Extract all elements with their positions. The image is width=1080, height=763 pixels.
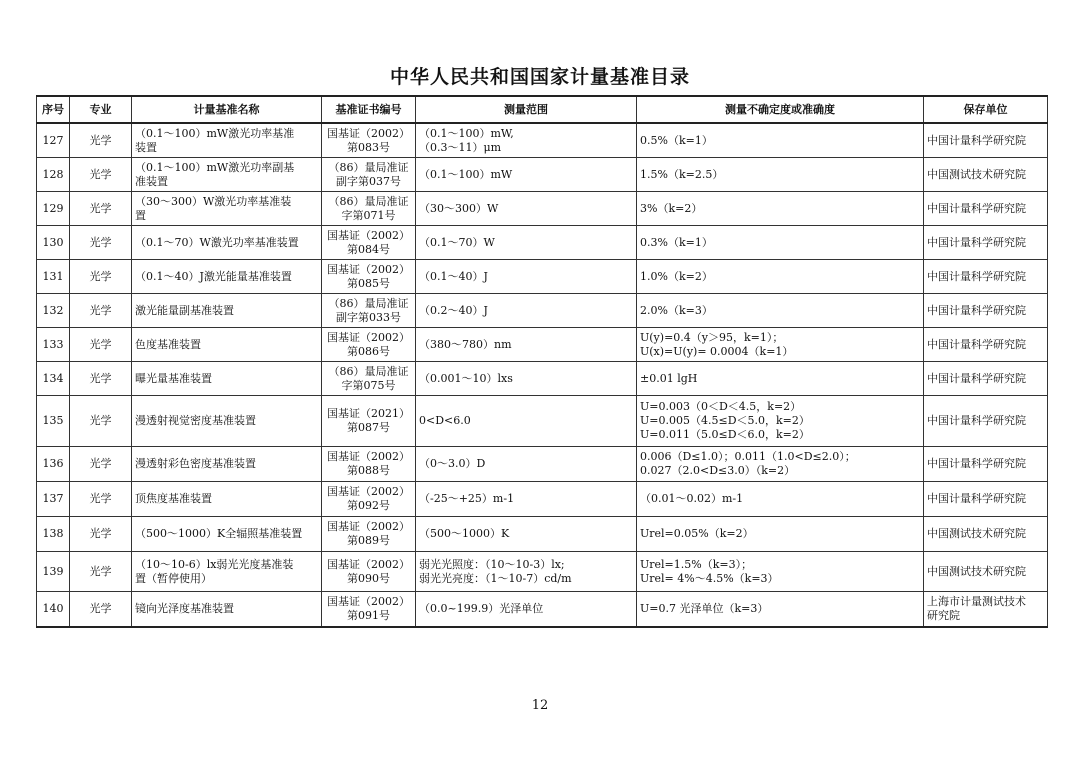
cell-cert-line: 国基证（2021） [327, 407, 410, 420]
cell-unit [924, 552, 1048, 592]
cell-name-line: （500～1000）K全辐照基准装置 [135, 527, 303, 540]
cell-unit-line: 中国计量科学研究院 [927, 337, 1026, 351]
cell-unit [924, 396, 1048, 447]
cell-uncertainty [637, 517, 924, 552]
cell-name-line: （30～300）W激光功率基准装 [135, 194, 292, 208]
cell-name [132, 592, 322, 628]
cell-range-line: （0.1～70）W [419, 235, 495, 249]
cell-name-line: 漫透射彩色密度基准装置 [135, 457, 256, 470]
cell-unit [924, 260, 1048, 294]
table-row [37, 192, 1048, 226]
cell-cert [322, 482, 416, 517]
cell-name [132, 226, 322, 260]
table-row [37, 328, 1048, 362]
cell-uncertainty [637, 192, 924, 226]
cell-unit-line: 中国计量科学研究院 [927, 201, 1026, 215]
cell-uncertainty-line: Urel=1.5%（k=3）； [640, 557, 753, 571]
cell-unit-line: 中国计量科学研究院 [927, 303, 1026, 317]
cell-uncertainty [637, 362, 924, 396]
cell-cert [322, 294, 416, 328]
table-row [37, 226, 1048, 260]
cell-uncertainty [637, 592, 924, 628]
cell-uncertainty-line: U(y)=0.4（y＞95，k=1）； [640, 330, 784, 344]
cell-field: 光学 [70, 482, 132, 517]
cell-cert-line: 第084号 [347, 242, 390, 256]
col-header-unit: 保存单位 [924, 96, 1048, 123]
cell-name-line: （10～10-6）lx弱光光度基准装 [135, 557, 294, 571]
col-header-uncertainty: 测量不确定度或准确度 [637, 96, 924, 123]
col-header-range: 测量范围 [416, 96, 637, 123]
cell-unit [924, 592, 1048, 628]
cell-name-line: 准装置 [135, 174, 168, 188]
cell-range [416, 447, 637, 482]
cell-no: 129 [37, 192, 70, 226]
cell-cert-line: 第089号 [347, 534, 390, 547]
cell-name [132, 192, 322, 226]
cell-name [132, 260, 322, 294]
cell-unit-line: 研究院 [927, 609, 960, 622]
cell-cert [322, 192, 416, 226]
cell-range [416, 123, 637, 158]
cell-field: 光学 [70, 328, 132, 362]
cell-unit-line: 中国计量科学研究院 [927, 457, 1026, 470]
cell-range-line: （0.1～100）mW [419, 167, 513, 181]
cell-cert [322, 362, 416, 396]
cell-cert [322, 226, 416, 260]
cell-no: 128 [37, 158, 70, 192]
cell-range-line: （0～3.0）D [419, 457, 486, 470]
cell-name [132, 328, 322, 362]
cell-range [416, 482, 637, 517]
table-row [37, 592, 1048, 628]
cell-unit [924, 226, 1048, 260]
cell-cert-line: 字第071号 [341, 208, 396, 222]
cell-range [416, 158, 637, 192]
cell-cert-line: 国基证（2002） [327, 450, 410, 463]
cell-name-line: （0.1～70）W激光功率基准装置 [135, 235, 299, 249]
cell-uncertainty [637, 226, 924, 260]
cell-name-line: 激光能量副基准装置 [135, 303, 234, 317]
cell-unit-line: 中国计量科学研究院 [927, 414, 1026, 427]
cell-cert [322, 517, 416, 552]
cell-cert-line: 第086号 [347, 344, 390, 358]
cell-range-line: （0.1～40）J [419, 269, 488, 283]
cell-unit [924, 294, 1048, 328]
cell-uncertainty [637, 447, 924, 482]
cell-no: 132 [37, 294, 70, 328]
cell-field: 光学 [70, 447, 132, 482]
cell-range-line: 弱光光照度：（10～10-3）lx; [419, 557, 565, 571]
cell-unit-line: 中国测试技术研究院 [927, 564, 1026, 578]
cell-uncertainty-line: Urel= 4%～4.5%（k=3） [640, 571, 779, 585]
cell-field: 光学 [70, 260, 132, 294]
cell-name-line: 色度基准装置 [135, 337, 201, 351]
cell-field: 光学 [70, 192, 132, 226]
cell-uncertainty-line: U(x)=U(y)= 0.0004（k=1） [640, 344, 794, 358]
col-header-cert: 基准证书编号 [322, 96, 416, 123]
cell-uncertainty [637, 328, 924, 362]
cell-uncertainty [637, 158, 924, 192]
cell-uncertainty-line: 1.5%（k=2.5） [640, 167, 724, 181]
cell-range-line: （500～1000）K [419, 527, 510, 540]
cell-range [416, 517, 637, 552]
standards-table [36, 95, 1048, 628]
cell-cert-line: 国基证（2002） [327, 262, 410, 276]
cell-uncertainty-line: 0.006（D≤1.0）；0.011（1.0<D≤2.0）； [640, 450, 856, 463]
cell-field: 光学 [70, 123, 132, 158]
table-row [37, 396, 1048, 447]
table-row [37, 517, 1048, 552]
cell-name [132, 447, 322, 482]
cell-name-line: 顶焦度基准装置 [135, 492, 212, 505]
cell-uncertainty-line: 3%（k=2） [640, 201, 703, 215]
cell-cert-line: （86）量局准证 [328, 194, 409, 208]
cell-cert-line: 第087号 [347, 421, 390, 434]
cell-cert-line: 国基证（2002） [327, 557, 410, 571]
cell-cert-line: 第092号 [347, 499, 390, 512]
cell-unit-line: 中国测试技术研究院 [927, 527, 1026, 540]
cell-unit [924, 328, 1048, 362]
cell-cert [322, 123, 416, 158]
cell-cert [322, 396, 416, 447]
cell-range-line: （30～300）W [419, 201, 499, 215]
cell-cert-line: 字第075号 [341, 378, 396, 392]
cell-cert-line: 第091号 [347, 609, 390, 622]
cell-cert-line: 国基证（2002） [327, 595, 410, 608]
cell-no: 139 [37, 552, 70, 592]
table-row [37, 158, 1048, 192]
cell-cert [322, 260, 416, 294]
cell-cert [322, 158, 416, 192]
cell-uncertainty [637, 396, 924, 447]
cell-range-line: 弱光光亮度：（1～10-7）cd/m [419, 571, 572, 585]
cell-cert-line: 第085号 [347, 276, 390, 290]
cell-range-line: （0.1～100）mW, [419, 126, 514, 140]
col-header-no: 序号 [37, 96, 70, 123]
cell-field: 光学 [70, 517, 132, 552]
col-header-name: 计量基准名称 [132, 96, 322, 123]
cell-uncertainty-line: 0.027（2.0<D≤3.0）（k=2） [640, 464, 796, 477]
cell-uncertainty-line: （0.01～0.02）m-1 [640, 492, 744, 505]
cell-cert-line: 国基证（2002） [327, 330, 410, 344]
cell-no: 133 [37, 328, 70, 362]
cell-name-line: 置 [135, 208, 146, 222]
cell-range-line: （-25～+25）m-1 [419, 492, 515, 505]
cell-name [132, 482, 322, 517]
cell-range [416, 192, 637, 226]
cell-unit [924, 482, 1048, 517]
cell-uncertainty [637, 552, 924, 592]
cell-unit-line: 中国计量科学研究院 [927, 492, 1026, 505]
cell-range [416, 362, 637, 396]
col-header-field: 专业 [70, 96, 132, 123]
cell-range-line: （0.001～10）lxs [419, 371, 513, 385]
cell-range-line: （0.2～40）J [419, 303, 488, 317]
cell-field: 光学 [70, 592, 132, 628]
cell-name-line: 漫透射视觉密度基准装置 [135, 414, 256, 427]
cell-uncertainty [637, 294, 924, 328]
cell-range-line: 0<D<6.0 [419, 414, 471, 427]
cell-no: 130 [37, 226, 70, 260]
cell-range [416, 260, 637, 294]
cell-no: 134 [37, 362, 70, 396]
cell-cert-line: 第090号 [347, 571, 390, 585]
cell-cert-line: （86）量局准证 [328, 364, 409, 378]
cell-field: 光学 [70, 552, 132, 592]
cell-field: 光学 [70, 362, 132, 396]
cell-cert-line: 第083号 [347, 140, 390, 154]
cell-range [416, 396, 637, 447]
cell-cert-line: 副字第037号 [336, 174, 401, 188]
cell-range [416, 328, 637, 362]
cell-name [132, 294, 322, 328]
cell-uncertainty-line: 2.0%（k=3） [640, 303, 713, 317]
cell-field: 光学 [70, 294, 132, 328]
cell-no: 137 [37, 482, 70, 517]
table-row [37, 362, 1048, 396]
cell-cert-line: （86）量局准证 [328, 296, 409, 310]
cell-unit [924, 123, 1048, 158]
cell-name [132, 396, 322, 447]
cell-range [416, 294, 637, 328]
cell-cert-line: 国基证（2002） [327, 485, 410, 498]
cell-cert [322, 328, 416, 362]
cell-range-line: （380～780）nm [419, 337, 512, 351]
cell-range [416, 592, 637, 628]
cell-no: 127 [37, 123, 70, 158]
cell-cert [322, 592, 416, 628]
cell-name [132, 552, 322, 592]
cell-field: 光学 [70, 226, 132, 260]
cell-no: 138 [37, 517, 70, 552]
cell-unit-line: 中国计量科学研究院 [927, 269, 1026, 283]
cell-uncertainty-line: U=0.003（0＜D＜4.5，k=2） [640, 400, 802, 413]
cell-name-line: 置（暂停使用） [135, 571, 212, 585]
cell-cert-line: 第088号 [347, 464, 390, 477]
cell-range-line: （0.0~199.9）光泽单位 [419, 602, 544, 615]
cell-uncertainty [637, 123, 924, 158]
cell-name-line: （0.1～100）mW激光功率基准 [135, 126, 295, 140]
cell-name-line: 装置 [135, 140, 157, 154]
cell-unit-line: 中国计量科学研究院 [927, 133, 1026, 147]
table-row [37, 552, 1048, 592]
cell-cert-line: 副字第033号 [336, 310, 401, 324]
cell-uncertainty-line: U=0.7 光泽单位（k=3） [640, 602, 769, 615]
page-title: 中华人民共和国国家计量基准目录 [389, 66, 690, 88]
cell-unit [924, 517, 1048, 552]
cell-name [132, 362, 322, 396]
table-row [37, 260, 1048, 294]
cell-no: 140 [37, 592, 70, 628]
cell-no: 131 [37, 260, 70, 294]
cell-cert-line: 国基证（2002） [327, 228, 410, 242]
cell-unit [924, 192, 1048, 226]
cell-unit [924, 447, 1048, 482]
cell-name-line: 镜向光泽度基准装置 [135, 602, 234, 615]
cell-name-line: （0.1～100）mW激光功率副基 [135, 160, 295, 174]
cell-name [132, 158, 322, 192]
cell-field: 光学 [70, 396, 132, 447]
table-row [37, 123, 1048, 158]
cell-unit-line: 中国计量科学研究院 [927, 371, 1026, 385]
table-body [37, 123, 1048, 627]
cell-uncertainty-line: 0.5%（k=1） [640, 133, 713, 147]
cell-uncertainty-line: 0.3%（k=1） [640, 235, 713, 249]
cell-uncertainty-line: U=0.005（4.5≤D＜5.0，k=2） [640, 414, 810, 427]
cell-unit [924, 158, 1048, 192]
cell-cert [322, 447, 416, 482]
cell-cert-line: （86）量局准证 [328, 160, 409, 174]
cell-uncertainty [637, 482, 924, 517]
table-row [37, 447, 1048, 482]
cell-uncertainty-line: ±0.01 lgH [640, 371, 698, 385]
cell-unit-line: 中国测试技术研究院 [927, 167, 1026, 181]
cell-uncertainty-line: U=0.011（5.0≤D＜6.0，k=2） [640, 428, 810, 441]
page-number: 12 [531, 698, 549, 713]
cell-range [416, 552, 637, 592]
cell-name-line: （0.1～40）J激光能量基准装置 [135, 269, 292, 283]
cell-name [132, 517, 322, 552]
cell-unit-line: 中国计量科学研究院 [927, 235, 1026, 249]
table-row [37, 294, 1048, 328]
cell-unit-line: 上海市计量测试技术 [927, 595, 1026, 608]
cell-uncertainty-line: Urel=0.05%（k=2） [640, 527, 754, 540]
table-row [37, 482, 1048, 517]
cell-name [132, 123, 322, 158]
cell-cert [322, 552, 416, 592]
cell-no: 136 [37, 447, 70, 482]
cell-range-line: （0.3～11）μm [419, 140, 502, 154]
cell-uncertainty-line: 1.0%（k=2） [640, 269, 713, 283]
cell-field: 光学 [70, 158, 132, 192]
cell-range [416, 226, 637, 260]
cell-cert-line: 国基证（2002） [327, 520, 410, 533]
cell-uncertainty [637, 260, 924, 294]
cell-unit [924, 362, 1048, 396]
cell-no: 135 [37, 396, 70, 447]
cell-name-line: 曝光量基准装置 [135, 371, 212, 385]
cell-cert-line: 国基证（2002） [327, 126, 410, 140]
table-header-row [37, 96, 1048, 123]
